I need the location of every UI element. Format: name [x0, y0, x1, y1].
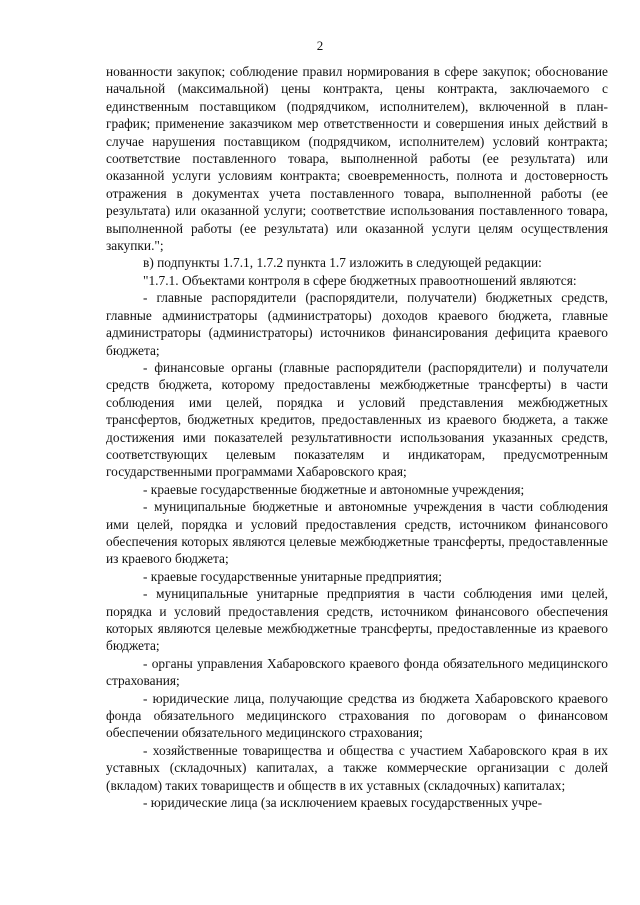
list-item: - юридические лица (за исключением краевых государственных учре-	[143, 795, 543, 811]
list-item: - муниципальные бюджетные и автономные учреждения в части соблюдения ими целей, порядка и условий предоставления средств, источником финансового обеспечения которых являются целевые межбюджетные трансферты, предоставленные из краевого бюджета;	[106, 499, 608, 567]
paragraph: нованности закупок; соблюдение правил нормирования в сфере закупок; обоснование начальной (максимальной) цены контракта, цены контракта, заключаемого с единственным поставщиком (подрядчиком, исполнителем), включенной в план-график; применение заказчиком мер ответственности и совершения иных действий в случае нарушения поставщиком (подрядчиком, исполнителем) условий контракта; соответствие поставленного товара, выполненной работы (ее результата) или оказанной услуги условиям контракта; своевременность, полнота и достоверность отражения в документах учета поставленного товара, выполненной работы (ее результата) или оказанной услуги; соответствие использования поставленного товара, выполненной работы (ее результата) или оказанной услуги целям осуществления закупки.";	[106, 64, 608, 254]
list-item: - финансовые органы (главные распорядители (распорядители) и получатели средств бюджета, которому предоставлены межбюджетные трансферты) в части соблюдения ими целей, порядка и условий представления межбюджетных трансфертов, бюджетных кредитов, предоставленных из краевого бюджета, а также достижения ими показателей результативности использования указанных средств, соответствующих целевым показателям и индикаторам, предусмотренным государственными программами Хабаровского края;	[106, 359, 608, 480]
list-item: - краевые государственные бюджетные и автономные учреждения;	[143, 481, 525, 497]
paragraph: "1.7.1. Объектами контроля в сфере бюджетных правоотношений являются:	[143, 272, 577, 288]
list-item: - муниципальные унитарные предприятия в части соблюдения ими целей, порядка и условий предоставления средств, источником финансового обеспечения которых являются целевые межбюджетные трансферты, предоставленные из краевого бюджета;	[106, 586, 608, 654]
list-item: - хозяйственные товарищества и общества с участием Хабаровского края в их уставных (складочных) капиталах, а также коммерческие организации с долей (вкладом) таких товариществ и обществ в их уставных (складочных) капиталах;	[106, 742, 608, 793]
paragraph: в) подпункты 1.7.1, 1.7.2 пункта 1.7 изложить в следующей редакции:	[143, 255, 542, 271]
list-item: - главные распорядители (распорядители, получатели) бюджетных средств, главные администраторы (администраторы) доходов краевого бюджета, главные администраторы (администраторы) источников финансирования дефицита краевого бюджета;	[106, 290, 608, 358]
list-item: - краевые государственные унитарные предприятия;	[143, 568, 443, 584]
body-text	[106, 63, 608, 811]
page-number: 2	[316, 38, 324, 53]
list-item: - юридические лица, получающие средства из бюджета Хабаровского краевого фонда обязательного медицинского страхования по договорам о финансовом обеспечении обязательного медицинского страхования;	[106, 690, 608, 741]
list-item: - органы управления Хабаровского краевого фонда обязательного медицинского страхования;	[106, 655, 608, 689]
